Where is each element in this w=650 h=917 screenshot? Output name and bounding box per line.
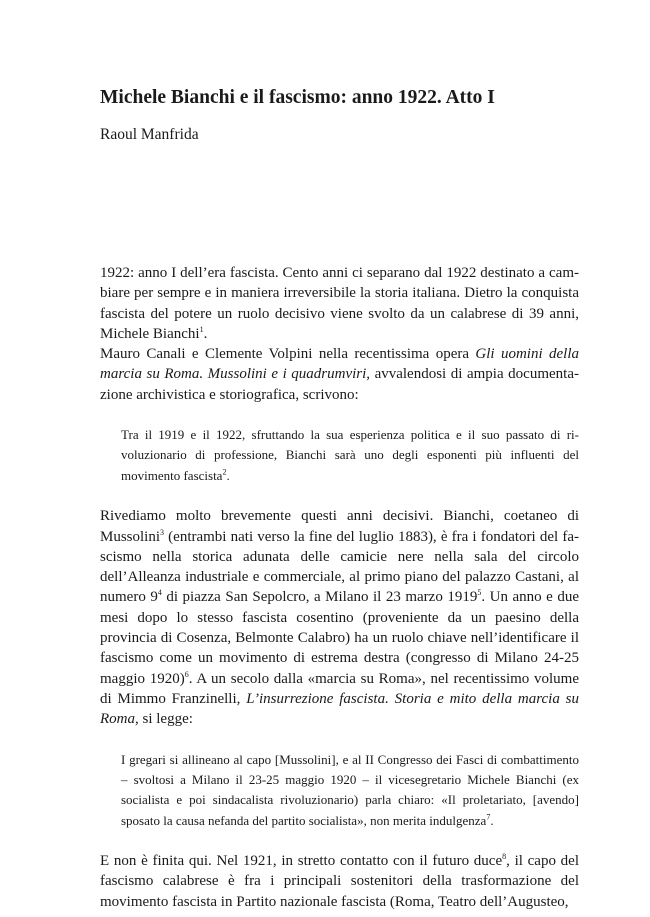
article-title: Michele Bianchi e il fascismo: anno 1922. Atto I [100,87,495,108]
text-run: I gregari si allineano al capo [Mussolini], e al II Congresso dei Fasci di combattimento – svoltosi a Milano il 23-25 maggio 1920 – il vicesegretario Michele Bianchi (ex socialista e poi sindacalista rivoluzionario) parla chiaro: «Il proletariato, [avendo] sposato la causa nefanda del partito socialista», non merita indulgenza [121,751,579,828]
paragraph-intro [100,263,579,344]
block-quote-1 [121,425,579,486]
paragraph-canali-volpini [100,344,579,405]
text-run: di piazza San Sepolcro, a Milano il 23 marzo 1919 [161,589,478,606]
block-quote-2 [121,750,579,832]
text-run: . [203,325,208,342]
text-run: E non è finita qui. Nel 1921, in stretto contatto con il futuro duce [100,853,503,870]
text-run: Mauro Canali e Clemente Volpini nella recentissima opera [100,346,476,363]
footnote-marker: 4 [157,588,162,598]
text-run: . [490,812,494,828]
footnote-marker: 1 [199,324,204,334]
text-run: Rivediamo molto brevemente questi anni decisivi. Bianchi, coetaneo di Mussolini [100,508,579,545]
footnote-marker: 3 [160,527,165,537]
text-run: , si legge: [135,711,193,728]
text-run: Tra il 1919 e il 1922, sfruttando la sua esperienza politica e il suo passato di rivoluzionario di professione, Bianchi sarà uno degli esponenti più influenti del movimento fascista [121,427,579,483]
paragraph-rivediamo [100,506,579,729]
book-title: L’insurrezione fascista. Storia e mito della marcia su Roma [100,690,579,728]
book-title: Gli uomini della marcia su Roma. Mussolini e i quadrumviri [100,346,579,383]
footnote-marker: 2 [222,467,227,477]
text-run: . [226,467,230,483]
footnote-marker: 6 [184,669,189,679]
text-run: , il capo del fascismo calabrese è fra i principali sostenitori della trasformazione del movimento fascista in Partito nazionale fascista (Roma, Teatro dell’Augusteo, [100,853,579,910]
footnote-marker: 5 [477,588,482,598]
text-run: (entrambi nati verso la fine del luglio 1883), è fra i fondatori del fascismo nella storica adunata delle camicie nere nella sala del circolo dell’Alleanza industriale e commerciale, al primo piano del palazzo Castani, al numero 9 [100,528,579,606]
text-run: . Un anno e due mesi dopo lo stesso fascista cosentino (proveniente da un paesino della provincia di Cosenza, Belmonte Calabro) ha un ruolo chiave nell’identificare il fascismo come un movimento di estrema destra (congresso di Milano 24-25 maggio 1920) [100,589,579,687]
text-run: , avvalendosi di ampia documentazione archivistica e storiografica, scrivono: [100,366,579,403]
article-author: Raoul Manfrida [100,126,199,143]
article-body [100,263,579,912]
footnote-marker: 8 [502,852,507,862]
footnote-marker: 7 [486,812,491,822]
paragraph-non-e-finita [100,851,579,912]
text-run: . A un secolo dalla «marcia su Roma», nel recentissimo volume di Mimmo Franzinelli, [100,670,579,707]
text-run: 1922: anno I dell’era fascista. Cento anni ci separano dal 1922 destinato a cambiare per sempre e in maniera irreversibile la storia italiana. Dietro la conquista fascista del potere un ruolo decisivo viene svolto da un calabrese di 39 anni, Michele Bianchi [100,265,579,342]
